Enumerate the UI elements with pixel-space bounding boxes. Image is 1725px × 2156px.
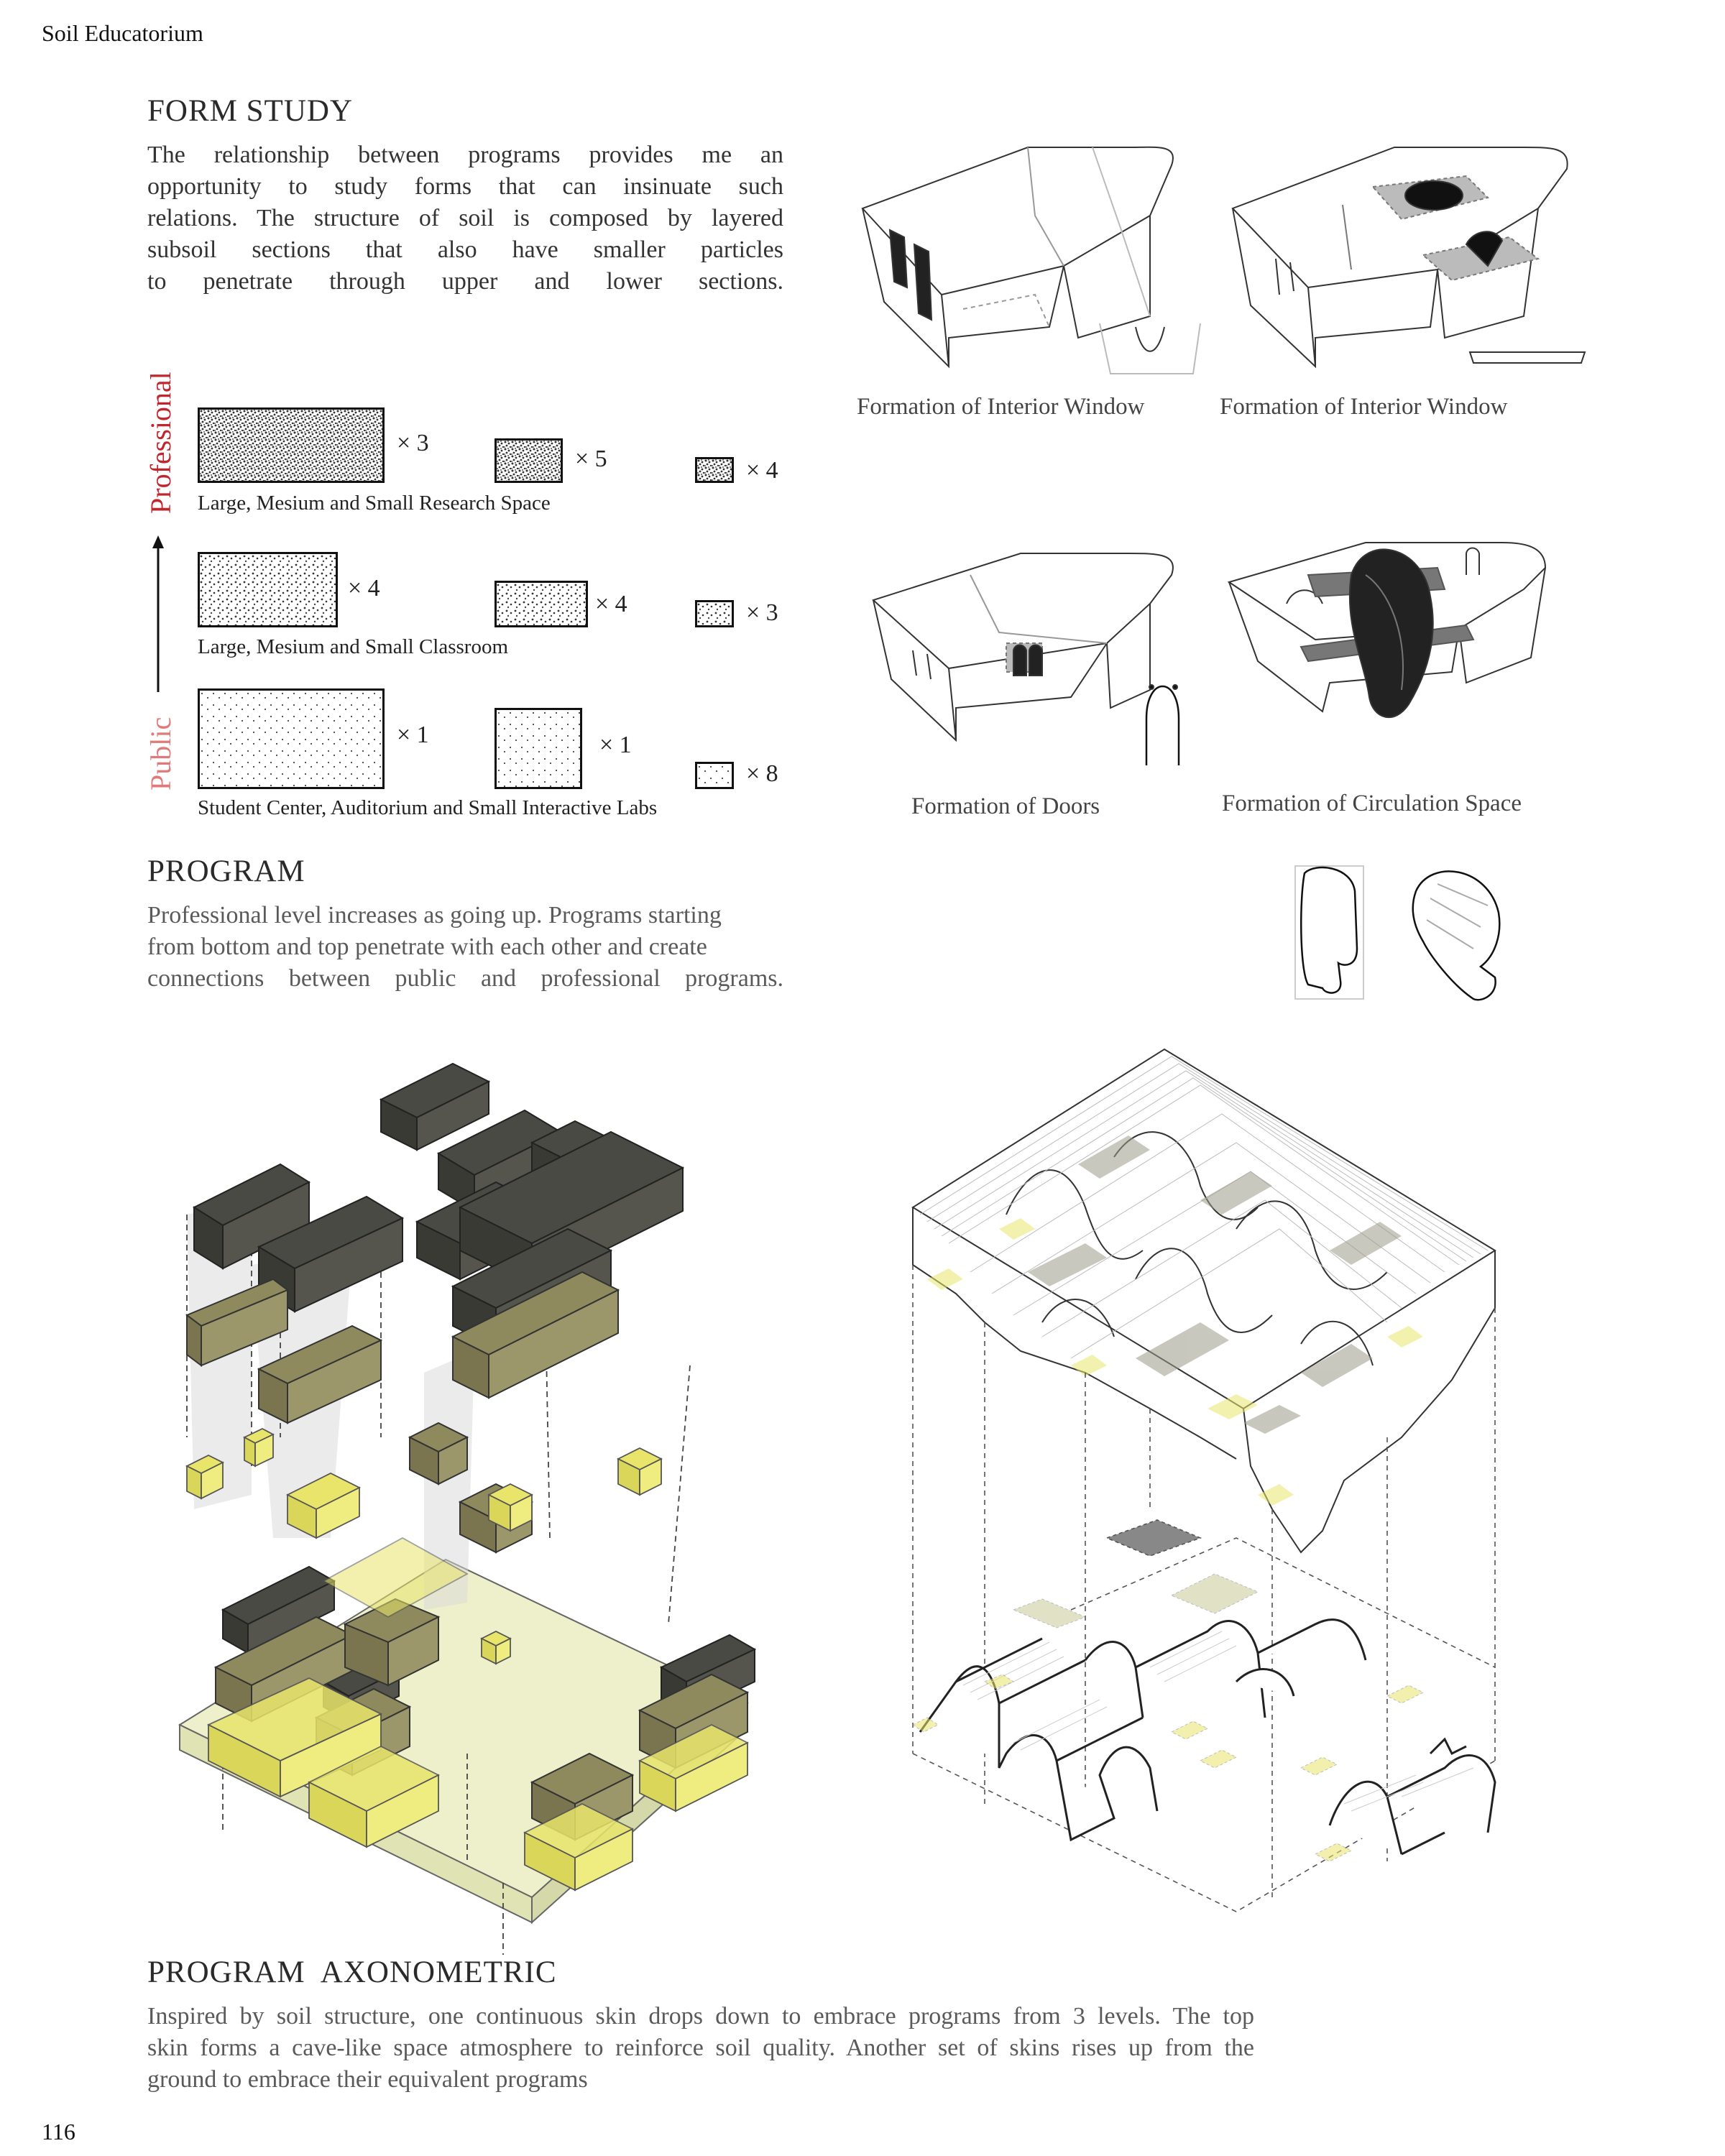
axonometric-line: Inspired by soil structure, one continuous skin drops down to embrace programs from 3 levels. The top <box>147 2003 1254 2030</box>
caption-circulation: Formation of Circulation Space <box>1222 791 1522 816</box>
caption-public: Student Center, Auditorium and Small Interactive Labs <box>198 796 658 819</box>
form-study-line: subsoil sections that also have smaller particles <box>147 236 783 263</box>
axonometric-line: ground to embrace their equivalent programs <box>147 2066 588 2093</box>
count-research-medium: × 5 <box>575 446 607 472</box>
circulation-profile-drawings <box>1295 866 1499 1000</box>
scale-top-label: Professional <box>144 372 177 514</box>
scale-bottom-label: Public <box>144 717 177 791</box>
count-public-large: × 1 <box>397 722 429 748</box>
program-line: from bottom and top penetrate with each other and create <box>147 934 707 960</box>
section-title: Soil Educatorium <box>42 20 203 46</box>
caption-doors: Formation of Doors <box>911 793 1100 819</box>
top-skin <box>913 1049 1495 1552</box>
axonometric-text <box>147 2001 1254 2096</box>
caption-research: Large, Mesium and Small Research Space <box>198 492 551 515</box>
axonometric-title: PROGRAM AXONOMETRIC <box>147 1955 557 1989</box>
mid-slab <box>1107 1520 1200 1556</box>
caption-interior-window-2: Formation of Interior Window <box>1220 394 1508 420</box>
interior-window-drawing-1 <box>862 147 1200 374</box>
circulation-drawing <box>1229 543 1545 717</box>
page-number: 116 <box>42 2119 75 2145</box>
program-title: PROGRAM <box>147 854 305 888</box>
axonometric-line: skin forms a cave-like space atmosphere to reinforce soil quality. Another set of skins rises up from the <box>147 2035 1254 2061</box>
form-study-line: opportunity to study forms that can insinuate such <box>147 173 783 200</box>
form-study-line: The relationship between programs provides me an <box>147 142 783 168</box>
interior-window-drawing-2 <box>1233 147 1585 367</box>
caption-interior-window-1: Formation of Interior Window <box>857 394 1145 420</box>
program-exploded-diagram <box>165 1035 884 1933</box>
bottom-skins <box>920 1620 1495 1854</box>
count-research-large: × 3 <box>397 430 429 456</box>
count-public-small: × 8 <box>746 760 778 787</box>
program-line: connections between public and professional programs. <box>147 965 783 992</box>
count-classroom-large: × 4 <box>348 575 380 602</box>
count-classroom-medium: × 4 <box>595 591 627 617</box>
count-classroom-small: × 3 <box>746 599 778 626</box>
caption-classroom: Large, Mesium and Small Classroom <box>198 635 508 658</box>
program-line: Professional level increases as going up. Programs starting <box>147 902 722 929</box>
form-study-title: FORM STUDY <box>147 94 353 128</box>
skin-axonometric-diagram <box>898 1035 1531 1933</box>
count-public-medium: × 1 <box>599 732 632 758</box>
form-study-line: relations. The structure of soil is composed by layered <box>147 205 783 231</box>
doors-drawing <box>873 553 1179 765</box>
form-study-line: to penetrate through upper and lower sections. <box>147 268 783 295</box>
count-research-small: × 4 <box>746 457 778 484</box>
